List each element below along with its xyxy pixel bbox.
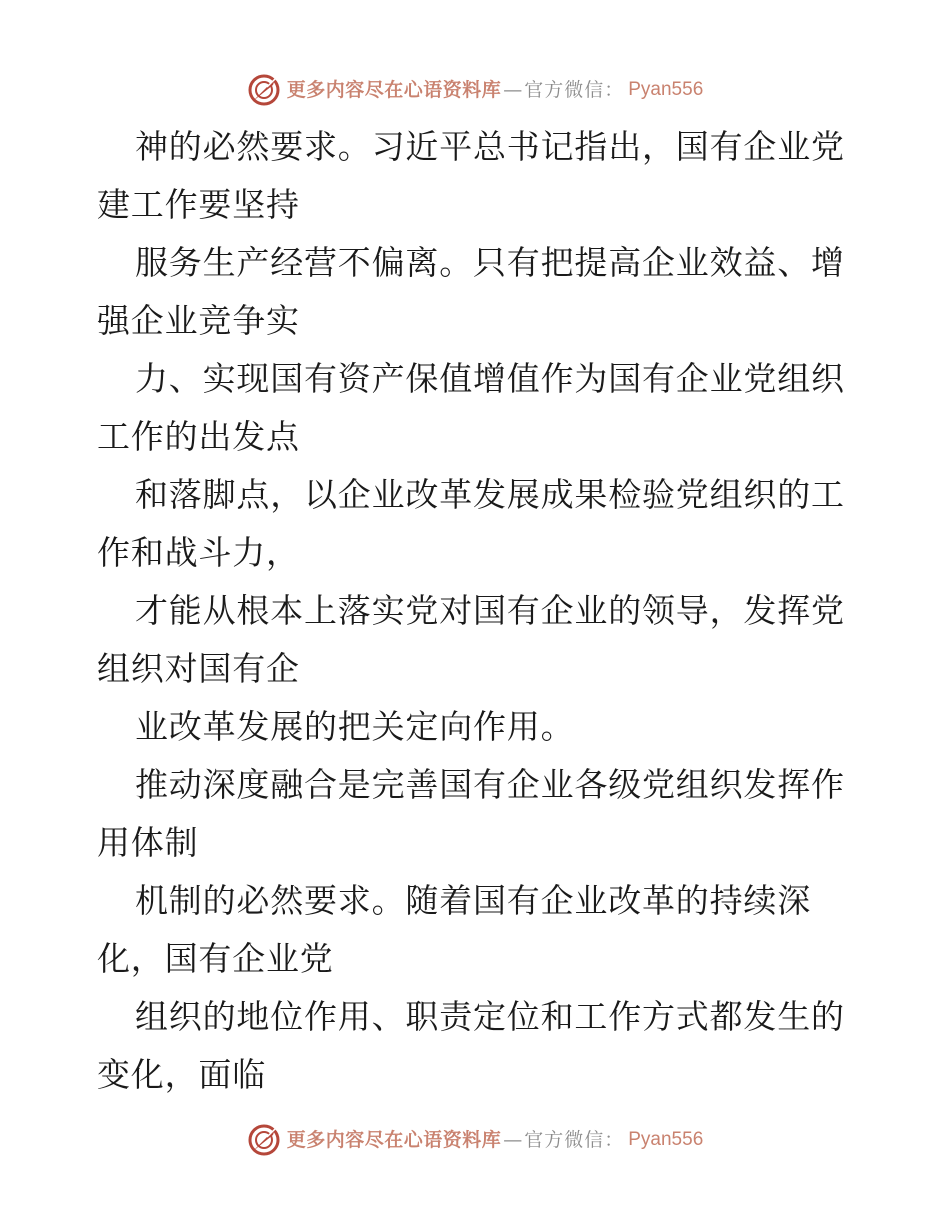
watermark-wechat-id: Pyan556 xyxy=(628,79,704,100)
body-line: 变化，面临 xyxy=(97,1055,266,1094)
watermark-dash: — xyxy=(503,79,523,101)
document-body xyxy=(97,118,857,1104)
body-line: 业改革发展的把关定向作用。 xyxy=(135,707,575,746)
body-line: 化，国有企业党 xyxy=(97,939,334,978)
watermark-wechat-id: Pyan556 xyxy=(628,1129,704,1150)
watermark-contact-label: 官方微信： xyxy=(524,79,625,101)
body-line: 工作的出发点 xyxy=(97,417,300,456)
body-line: 才能从根本上落实党对国有企业的领导，发挥党 xyxy=(135,591,845,630)
body-line: 和落脚点，以企业改革发展成果检验党组织的工 xyxy=(135,475,845,514)
body-line: 组织对国有企 xyxy=(97,649,300,688)
body-line: 组织的地位作用、职责定位和工作方式都发生的 xyxy=(135,997,845,1036)
body-line: 强企业竞争实 xyxy=(97,301,300,340)
body-line: 机制的必然要求。随着国有企业改革的持续深 xyxy=(135,881,811,920)
body-line: 用体制 xyxy=(97,823,199,862)
body-line: 推动深度融合是完善国有企业各级党组织发挥作 xyxy=(135,765,845,804)
watermark-contact-label: 官方微信： xyxy=(524,1129,625,1151)
pen-logo-icon xyxy=(247,1123,281,1157)
body-line: 建工作要坚持 xyxy=(97,185,300,224)
pen-logo-icon xyxy=(247,73,281,107)
watermark-site-text: 更多内容尽在心语资料库 xyxy=(286,79,502,101)
header-watermark xyxy=(0,70,950,110)
watermark-dash: — xyxy=(503,1129,523,1151)
body-line: 作和战斗力， xyxy=(97,533,300,572)
body-line: 神的必然要求。习近平总书记指出，国有企业党 xyxy=(135,127,845,166)
body-line: 服务生产经营不偏离。只有把提高企业效益、增 xyxy=(135,243,845,282)
body-line: 力、实现国有资产保值增值作为国有企业党组织 xyxy=(135,359,845,398)
footer-watermark xyxy=(0,1120,950,1160)
watermark-site-text: 更多内容尽在心语资料库 xyxy=(286,1129,502,1151)
